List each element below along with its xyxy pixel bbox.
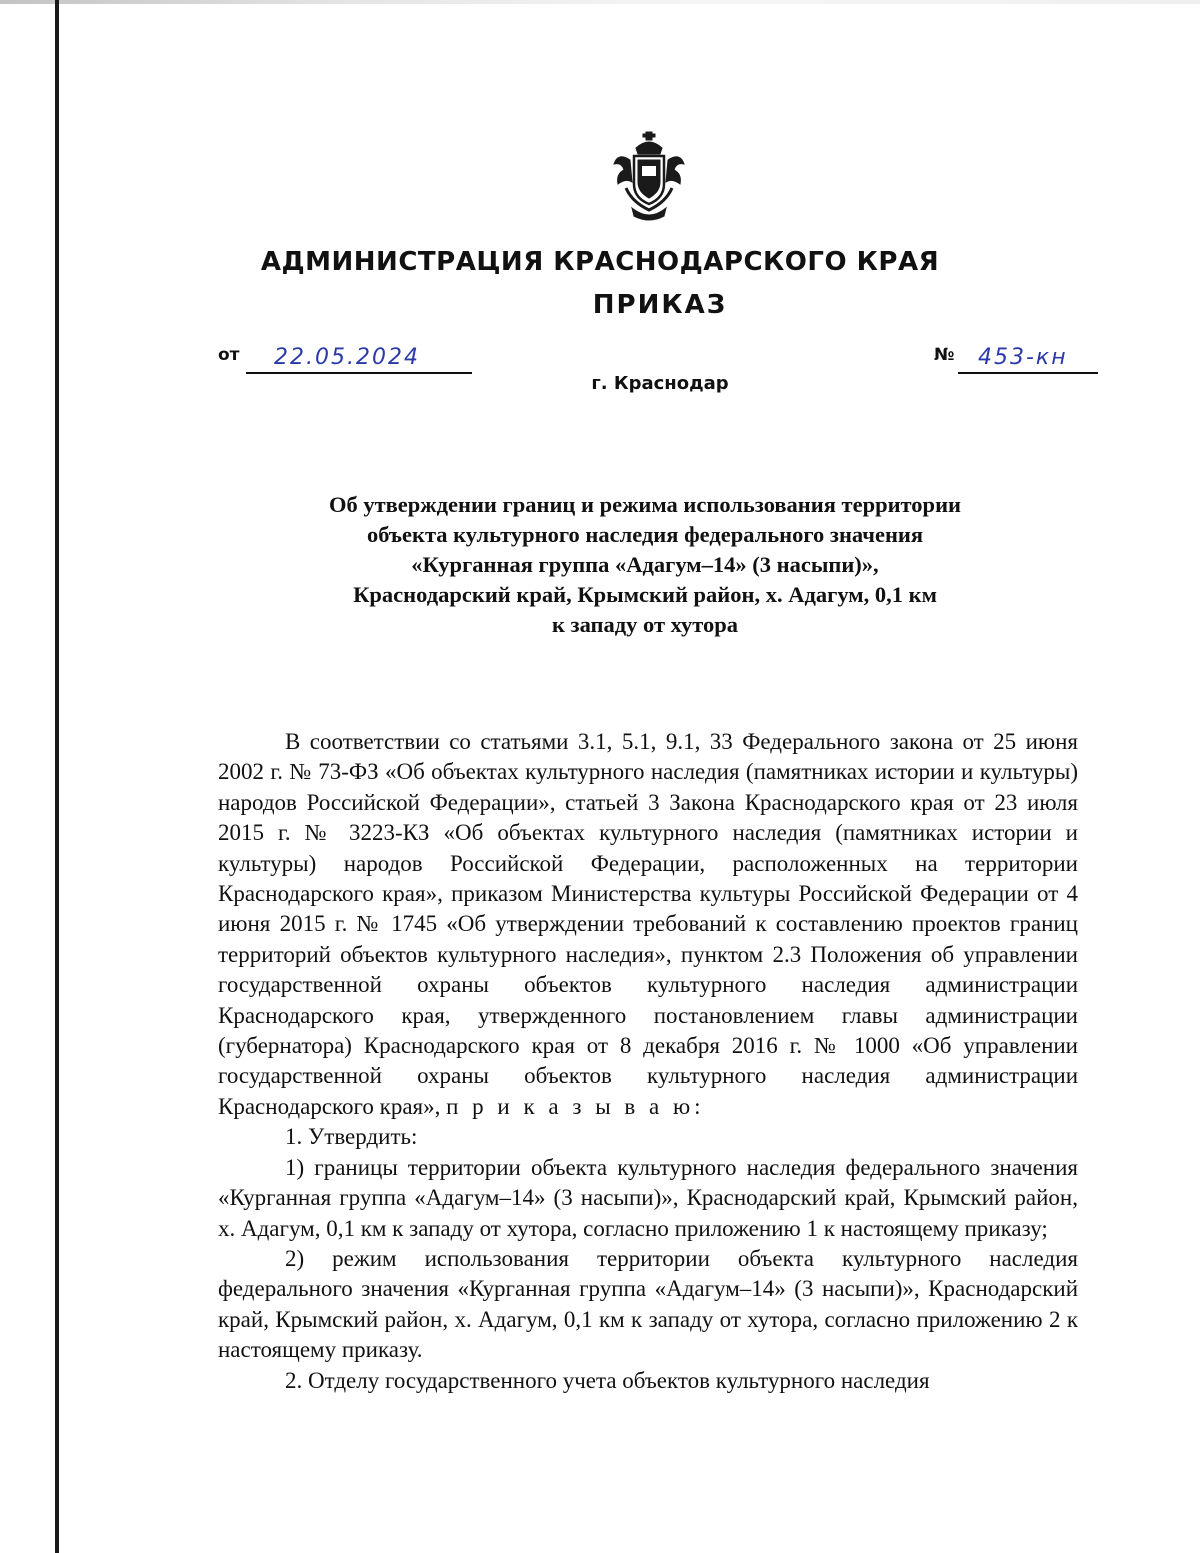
title-line: Об утверждении границ и режима использования территории — [328, 492, 962, 517]
number-value: 453-кн — [978, 345, 1068, 370]
item-1-2: 2) режим использования территории объекта культурного наследия федерального значения «Курганная группа «Адагум–14» (3 насыпи)», Краснодарский край, Крымский район, х. Адагум, 0,1 км к западу от хутора, согласно приложению 2 к настоящему приказу. — [218, 1245, 1078, 1363]
number-field — [934, 345, 1068, 370]
item-1-1: 1) границы территории объекта культурного наследия федерального значения «Курганная группа «Адагум–14» (3 насыпи)», Краснодарский край, Крымский район, х. Адагум, 0,1 км к западу от хутора, согласно приложению 1 к настоящему приказу; — [218, 1154, 1078, 1241]
scan-left-edge — [55, 0, 59, 1553]
document-type: ПРИКАЗ — [592, 290, 728, 320]
title-line: Краснодарский край, Крымский район, х. Адагум, 0,1 км — [353, 582, 937, 607]
preamble-paragraph — [218, 727, 1078, 1122]
order-word: п р и к а з ы в а ю: — [446, 1093, 705, 1119]
date-field — [218, 345, 420, 370]
number-label: № — [934, 345, 955, 365]
item-1: 1. Утвердить: — [285, 1124, 418, 1150]
document-title — [200, 490, 1090, 640]
title-line: к западу от хутора — [551, 612, 739, 637]
item-2: 2. Отделу государственного учета объектов культурного наследия — [285, 1367, 930, 1393]
date-label: от — [218, 345, 240, 365]
organization-name: АДМИНИСТРАЦИЯ КРАСНОДАРСКОГО КРАЯ — [260, 247, 940, 277]
scan-top-artifact — [0, 0, 1200, 4]
city: г. Краснодар — [591, 373, 729, 394]
title-line: объекта культурного наследия федерального значения — [366, 522, 924, 547]
date-value: 22.05.2024 — [274, 345, 420, 370]
preamble-text: В соответствии со статьями 3.1, 5.1, 9.1, 33 Федерального закона от 25 июня 2002 г. № 73-ФЗ «Об объектах культурного наследия (памятниках истории и культуры) народов Российской Федерации», статьей 3 Закона Краснодарского края от 23 июля 2015 г. № 3223-КЗ «Об объектах культурного наследия (памятниках истории и культуры) народов Российской Федерации, расположенных на территории Краснодарского края», приказом Министерства культуры Российской Федерации от 4 июня 2015 г. № 1745 «Об утверждении требований к составлению проектов границ территорий объектов культурного наследия», пунктом 2.3 Положения об управлении государственной охраны объектов культурного наследия администрации Краснодарского края, утвержденного постановлением главы администрации (губернатора) Краснодарского края от 8 декабря 2016 г. № 1000 «Об управлении государственной охраны объектов культурного наследия администрации Краснодарского края», — [218, 729, 1078, 1119]
title-line: «Курганная группа «Адагум–14» (3 насыпи)», — [411, 552, 879, 577]
document-body — [218, 727, 1078, 1396]
coat-of-arms-icon — [612, 130, 686, 222]
